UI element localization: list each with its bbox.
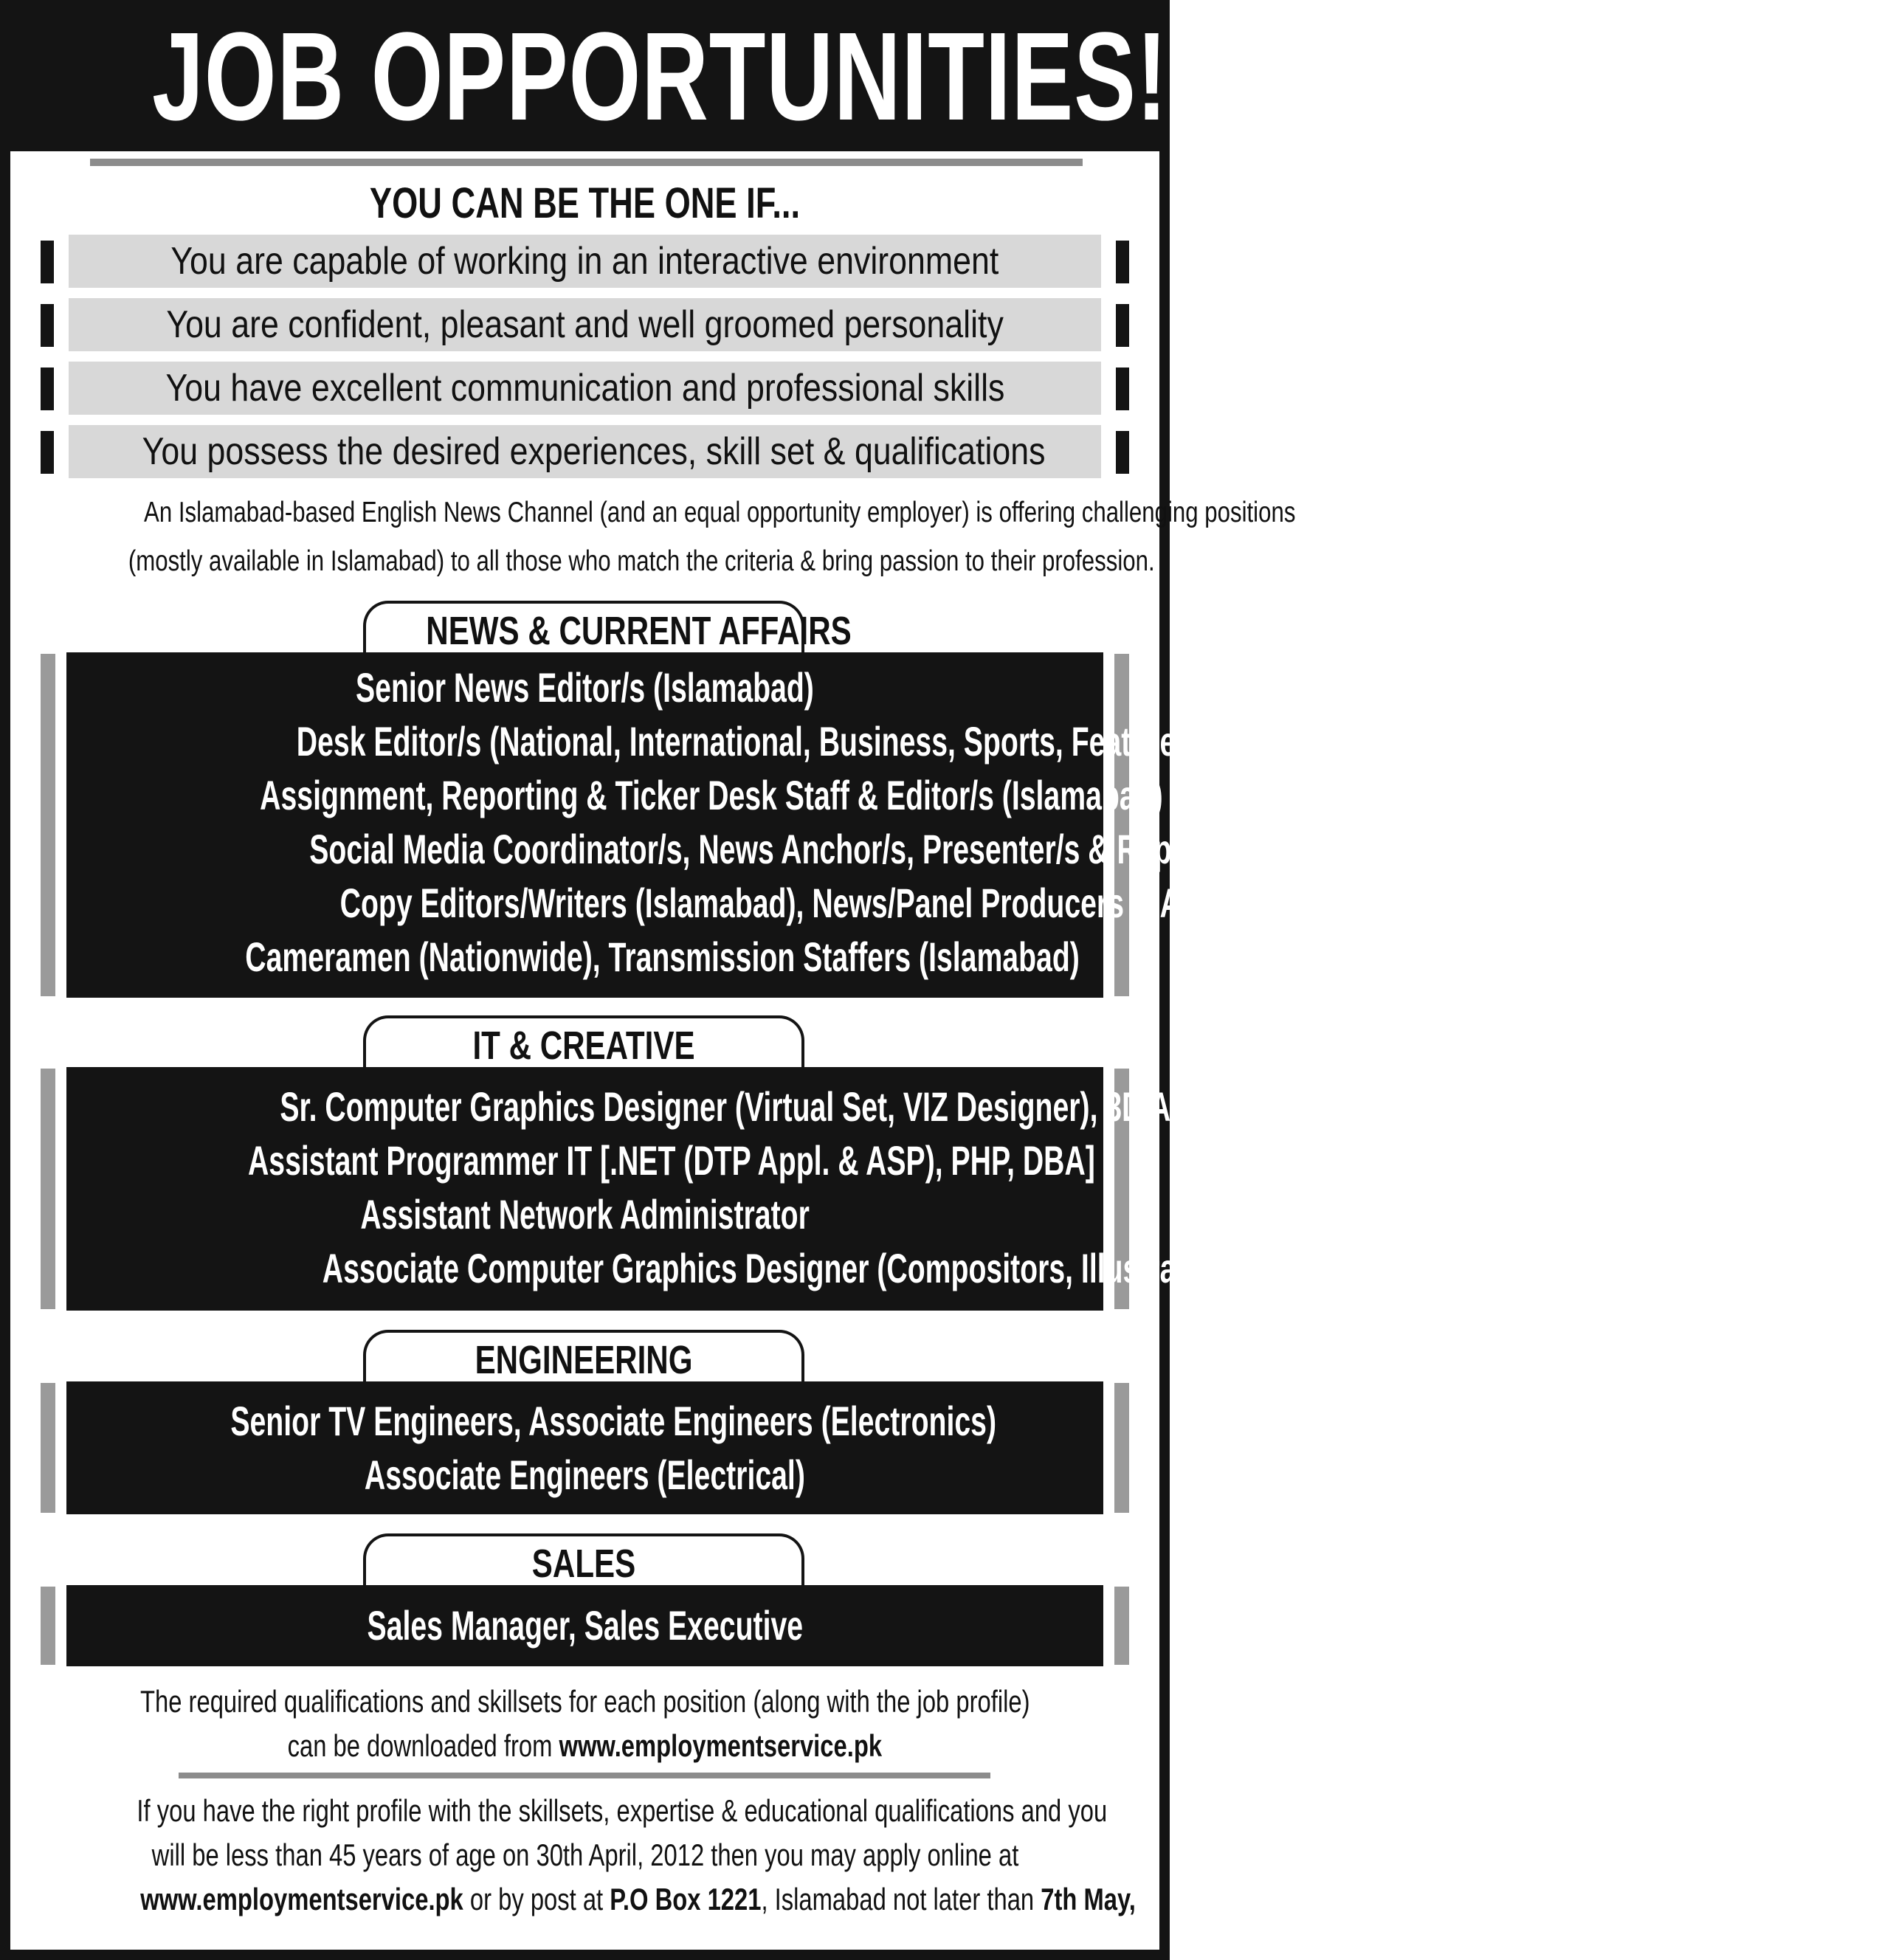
section-tab-news [363,601,852,653]
position-text: Social Media Coordinator/s, News Anchor/s, Presenter/s & Reporter/s (Nationwide) [309,826,1444,872]
intro-text: (mostly available in Islamabad) to all those who match the criteria & bring passion to their profession. [128,545,1155,577]
position-line [66,1448,1103,1502]
qualifications-line [0,1680,1170,1724]
position-text: Associate Engineers (Electrical) [365,1452,805,1498]
criteria-row [41,425,1129,478]
position-text: Cameramen (Nationwide), Transmission Staffers (Islamabad) [245,934,1080,980]
po-box: P.O Box 1221 [610,1882,762,1916]
position-text: Associate Computer Graphics Designer (Compositors, Illustrators, Non-Linear Editors) [322,1245,1517,1291]
section-tab-it [363,1015,804,1067]
position-line [66,1394,1103,1448]
criteria-band [69,425,1101,478]
apply-text: or by post at [463,1882,610,1916]
criteria-row [41,235,1129,288]
position-line [66,660,1103,714]
criteria-band [69,298,1101,351]
criteria-marker [1116,304,1129,347]
section-heading: IT & CREATIVE [472,1024,695,1068]
criteria-text: You possess the desired experiences, skill set & qualifications [142,430,1046,473]
position-text: Senior News Editor/s (Islamabad) [356,664,814,711]
position-line [66,1187,1103,1241]
criteria-band [69,362,1101,415]
page-title: JOB OPPORTUNITIES! [152,7,1168,147]
apply-line [0,1833,1170,1877]
apply-text: will be less than 45 years of age on 30th April, 2012 then you may apply online at [151,1838,1018,1872]
position-text: Desk Editor/s (National, International, Business, Sports, Features) (Islamabad) [296,718,1370,765]
position-text: Assistant Network Administrator [360,1191,810,1238]
position-line [66,1598,1103,1652]
section-heading: NEWS & CURRENT AFFAIRS [426,609,852,653]
side-bar [1114,1383,1129,1513]
side-bar [41,654,55,996]
criteria-text: You are capable of working in an interactive environment [170,240,999,283]
qualifications-text: can be downloaded from [287,1728,559,1763]
criteria-row [41,298,1129,351]
position-text: Assignment, Reporting & Ticker Desk Staff & Editor/s (Islamabad) [260,772,1163,818]
section-box-engineering [66,1381,1103,1514]
position-text: Senior TV Engineers, Associate Engineers (Electronics) [230,1398,997,1444]
section-tab-engineering [363,1330,804,1381]
qualifications-note [0,1680,1170,1768]
criteria-text: You have excellent communication and professional skills [165,367,1004,410]
apply-link[interactable]: www.employmentservice.pk [140,1882,463,1916]
qualifications-text: The required qualifications and skillsets for each position (along with the job profile) [139,1684,1030,1719]
section-box-sales [66,1585,1103,1666]
criteria-row [41,362,1129,415]
intro-line [0,489,1296,537]
position-line [66,714,1370,768]
subheading: YOU CAN BE THE ONE IF... [369,179,801,227]
position-line [66,768,1163,822]
deadline: 7th May, [1041,1882,1136,1916]
position-text: Sales Manager, Sales Executive [367,1602,803,1649]
apply-text: , Islamabad not later than [761,1882,1041,1916]
position-line [66,876,1617,930]
side-bar [1114,1587,1129,1665]
criteria-marker [41,431,54,474]
section-heading: SALES [531,1542,636,1586]
criteria-marker [1116,431,1129,474]
section-box-news [66,652,1617,998]
criteria-marker [41,368,54,410]
side-bar [41,1069,55,1309]
criteria-text: You are confident, pleasant and well groomed personality [166,303,1004,346]
criteria-marker [41,304,54,347]
position-line [66,1241,1517,1295]
side-bar [41,1587,55,1665]
position-text: Assistant Programmer IT [.NET (DTP Appl. & ASP), PHP, DBA] [247,1137,1095,1184]
position-line [66,1133,1103,1187]
position-text: Copy Editors/Writers (Islamabad), News/Panel Producers & Associate Producers (Islamabad) [339,880,1617,926]
download-link[interactable]: www.employmentservice.pk [559,1728,883,1763]
apply-line [0,1789,1170,1833]
intro-text: An Islamabad-based English News Channel (and an equal opportunity employer) is offering challenging positions [144,497,1296,528]
position-line [66,1080,1277,1133]
intro-line [0,537,1170,586]
criteria-marker [1116,241,1129,283]
apply-instructions [0,1789,1170,1922]
apply-text: If you have the right profile with the skillsets, expertise & educational qualifications and you [137,1793,1108,1828]
apply-line [0,1877,1170,1922]
section-heading: ENGINEERING [475,1338,693,1382]
criteria-band [69,235,1101,288]
position-text: Sr. Computer Graphics Designer (Virtual Set, VIZ Designer), 3D Animator [280,1083,1277,1130]
position-line [66,822,1444,876]
position-line [66,930,1103,984]
side-bar [41,1383,55,1513]
criteria-marker [41,241,54,283]
criteria-marker [1116,368,1129,410]
qualifications-line [0,1724,1170,1768]
section-box-it [66,1067,1517,1311]
divider-rule [179,1773,990,1778]
section-tab-sales [363,1533,804,1585]
title-underline [90,159,1083,166]
